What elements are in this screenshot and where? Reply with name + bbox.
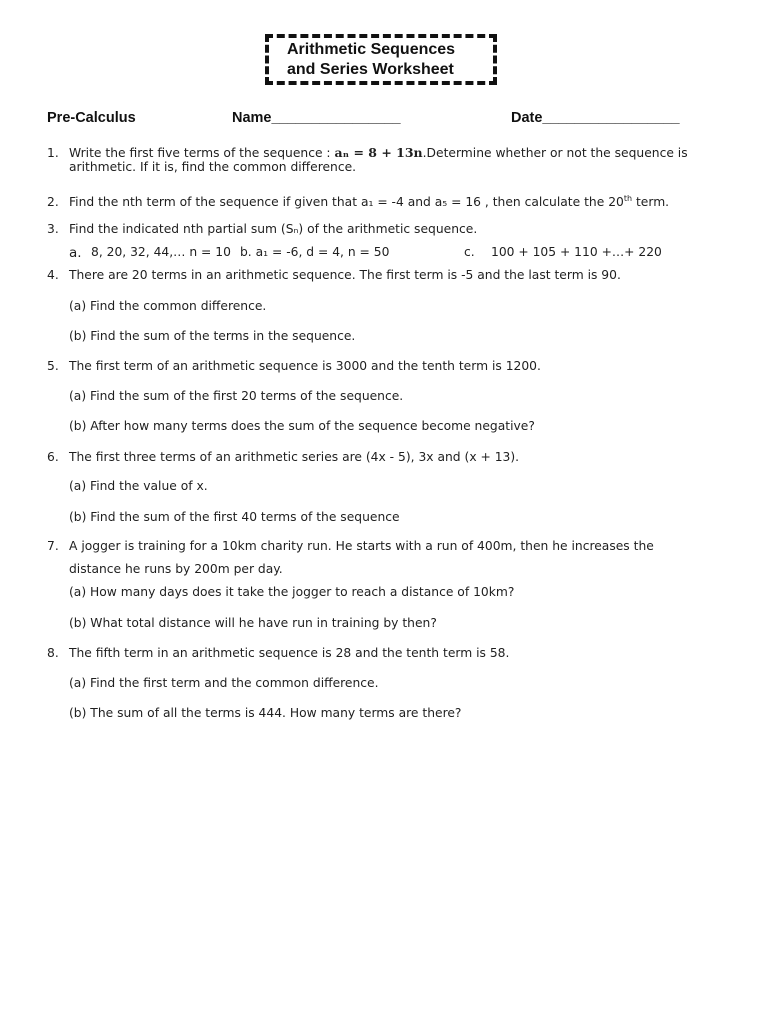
question-7-line-2: distance he runs by 200m per day. [69, 562, 283, 576]
question-8 [47, 646, 509, 661]
question-2 [47, 191, 669, 210]
question-1-line-2: arithmetic. If it is, find the common difference. [69, 160, 357, 174]
question-7-part-b: (b) What total distance will he have run in training by then? [69, 616, 437, 630]
question-number: 2. [47, 195, 59, 210]
question-number: 4. [47, 268, 59, 282]
part-a-text: 8, 20, 32, 44,… n = 10 [91, 245, 231, 259]
question-text: The fifth term in an arithmetic sequence is 28 and the tenth term is 58. [69, 646, 510, 660]
part-a-label: a. [69, 245, 82, 261]
question-4-part-b: (b) Find the sum of the terms in the sequence. [69, 329, 356, 343]
question-number: 1. [47, 146, 59, 160]
title-line-2: and Series Worksheet [287, 61, 454, 78]
part-c-text: 100 + 105 + 110 +…+ 220 [491, 245, 662, 259]
question-text: .Determine whether or not the sequence is [422, 146, 688, 160]
question-4-part-a: (a) Find the common difference. [69, 299, 267, 313]
sequence-formula: aₙ = 8 + 13n [334, 145, 423, 160]
question-6-part-b: (b) Find the sum of the first 40 terms of the sequence [69, 510, 400, 524]
question-7 [47, 539, 654, 554]
question-5-part-a: (a) Find the sum of the first 20 terms of the sequence. [69, 389, 404, 403]
question-text: Write the first five terms of the sequence : [69, 146, 335, 160]
part-b-text: b. a₁ = -6, d = 4, n = 50 [240, 245, 390, 259]
question-number: 3. [47, 222, 59, 236]
question-number: 8. [47, 646, 59, 660]
question-6 [47, 450, 519, 465]
question-text: term. [632, 195, 670, 210]
question-text: The first term of an arithmetic sequence is 3000 and the tenth term is 1200. [69, 359, 541, 373]
question-number: 6. [47, 450, 59, 464]
question-8-part-b: (b) The sum of all the terms is 444. How many terms are there? [69, 706, 462, 720]
worksheet-title [287, 40, 455, 80]
question-number: 5. [47, 359, 59, 373]
superscript: th [623, 194, 633, 203]
question-text: Find the nth term of the sequence if given that a₁ = -4 and a₅ = 16 , then calculate the 20 [69, 195, 624, 210]
course-label: Pre-Calculus [47, 110, 136, 126]
part-c-label: c. [464, 245, 475, 259]
question-text: A jogger is training for a 10km charity run. He starts with a run of 400m, then he increases the [69, 539, 654, 553]
question-5 [47, 359, 541, 374]
name-field[interactable]: Name________________ [232, 110, 401, 126]
question-text: The first three terms of an arithmetic series are (4x - 5), 3x and (x + 13). [69, 450, 520, 464]
question-5-part-b: (b) After how many terms does the sum of the sequence become negative? [69, 419, 535, 433]
question-number: 7. [47, 539, 59, 553]
question-text: There are 20 terms in an arithmetic sequence. The first term is -5 and the last term is 90. [69, 268, 621, 282]
question-1 [47, 145, 688, 161]
title-line-1: Arithmetic Sequences [287, 41, 456, 58]
question-4 [47, 268, 621, 283]
question-text: Find the indicated nth partial sum (Sₙ) of the arithmetic sequence. [69, 222, 478, 236]
question-8-part-a: (a) Find the first term and the common difference. [69, 676, 379, 690]
date-field[interactable]: Date_________________ [511, 110, 680, 126]
question-6-part-a: (a) Find the value of x. [69, 479, 208, 493]
question-3 [47, 222, 477, 237]
question-7-part-a: (a) How many days does it take the jogger to reach a distance of 10km? [69, 585, 515, 599]
